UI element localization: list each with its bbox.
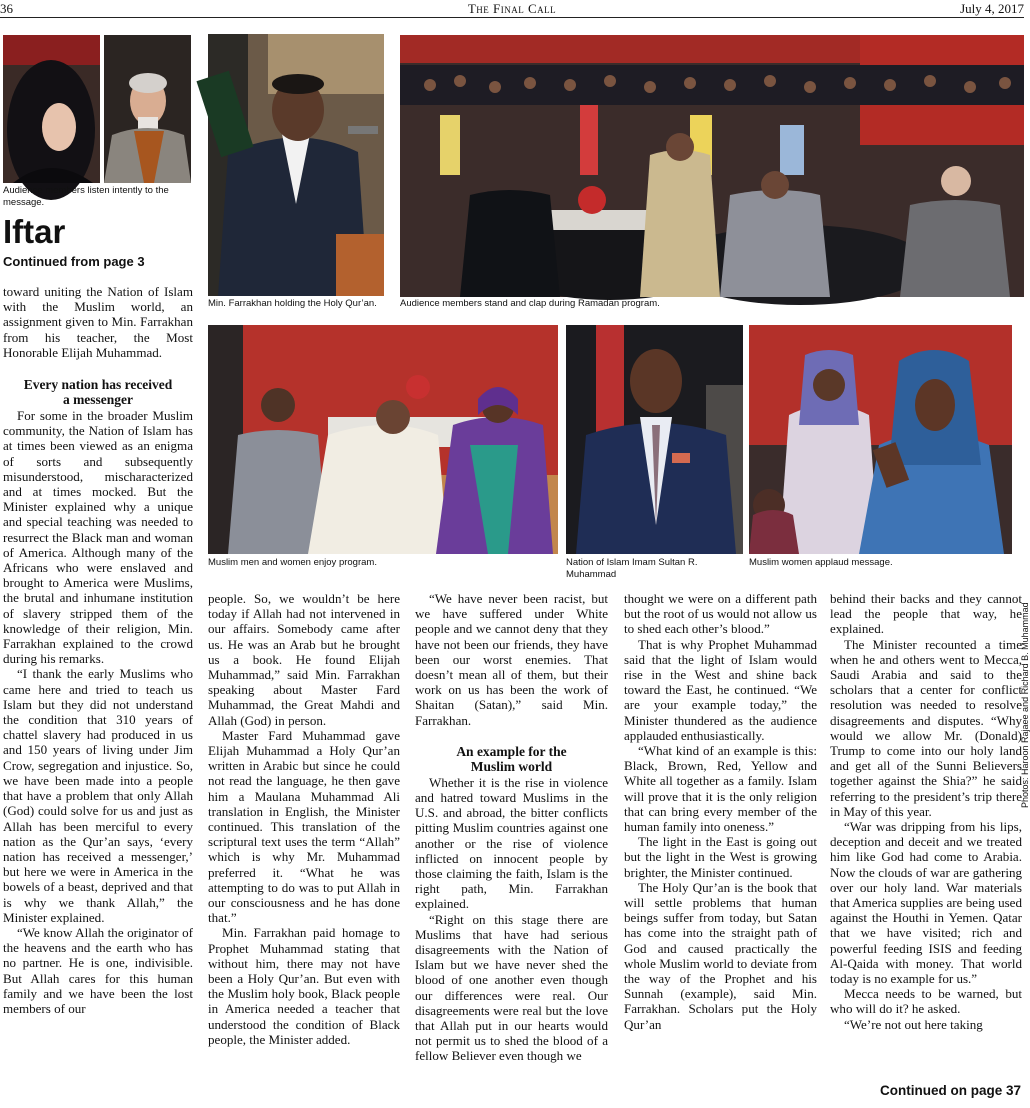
article-title: Iftar (3, 213, 66, 250)
paragraph: people. So, we wouldn’t be here today if Allah had not intervened in our affairs. Somebody came after us. He was an Arab but he brought us a book. He found Elijah Muhammad,” said Min. Farrakhan speaking about Master Fard Muhammad, the Great Mahdi and Allah (God) in person. (208, 591, 400, 728)
paragraph: The Holy Qur’an is the book that will settle problems that human beings suffer from today, but Satan has come into the straight path of God and caused practically the whole Muslim world to deviate from the way of the Prophet and his Sunnah (example), said Min. Farrakhan. Scholars put the Holy Qur’an (624, 879, 817, 1032)
paragraph: Mecca needs to be warned, but who will do it? he asked. (830, 986, 1022, 1017)
paragraph: Min. Farrakhan paid homage to Prophet Muhammad stating that without him, there may not have been a Holy Qur’an. But even with the Muslim holy book, Black people in America needed a teacher that understood the condition of Black people, the Minister added. (208, 925, 400, 1047)
paragraph: “Right on this stage there are Muslims that have had serious disagreements with the Nation of Islam but we have never shed the blood of one another even though our differences were real. Our disagreements were real but the love that Allah put in our hearts would not permit us to shed the blood of a fellow Believer even though we (415, 911, 608, 1064)
article-column-5 (830, 591, 1022, 1083)
subheading: Every nation has received a messenger (23, 377, 173, 408)
issue-date: July 4, 2017 (960, 1, 1024, 16)
paragraph: The Minister recounted a time when he and others went to Mecca, Saudi Arabia and said to the scholars that a center for conflict resolution was needed to resolve disagreements and disputes. “Why would we allow Mr. (Donald) Trump to come into our holy land and get all of the Sunni Believers together against the Shia?” he said referring to the president’s trip there in May of this year. (830, 636, 1022, 819)
article-column-3 (415, 591, 608, 1104)
paragraph: behind their backs and they cannot lead the people that way, he explained. (830, 591, 1022, 637)
continued-on: Continued on page 37 (876, 1083, 1021, 1098)
photo-caption: Muslim women applaud message. (749, 557, 893, 568)
paragraph: The light in the East is going out but the light in the West is growing brighter, the Minister continued. (624, 834, 817, 880)
photo-caption: Audience members listen intently to the message. (3, 185, 169, 208)
photo-audience-man (104, 35, 191, 183)
paragraph: toward uniting the Nation of Islam with the Muslim world, an assignment given to Min. Farrakhan from his teacher, the Most Honorable Elijah Muhammad. (3, 284, 193, 360)
article-column-4 (624, 591, 817, 1104)
photo-imam (566, 325, 743, 554)
photo-crowd (400, 35, 1024, 297)
article-column-1 (3, 284, 193, 1104)
photo-caption: Audience members stand and clap during Ramadan program. (400, 298, 660, 309)
photo-women-applaud (749, 325, 1012, 554)
paragraph: “I thank the early Muslims who came here and tried to teach us Islam but they did not understand the condition that 310 years of chattel slavery had produced in us and 150 years of living under Jim Crow, segregation and injustice. So, we have been made into a people that have a problem that only Allah (God) could solve for us and just as Allah has been merciful to every nation as the Qur’an says, ‘every nation has received a messenger,’ but here we were in America in the bowels of a beast, deprived and that is why we thank Allah,” the Minister explained. (3, 666, 193, 925)
photo-seated-audience (208, 325, 558, 554)
paragraph: Master Fard Muhammad gave Elijah Muhammad a Holy Qur’an written in Arabic but since he could not read the language, he then gave him a Maulana Muhammad Ali translation in English, the Minister continued. This translation of the scriptural text uses the term “Allah” which is why Mr. Muhammad preferred it. “What he was attempting to do was to put Allah in our consciousness and he has done that.” (208, 727, 400, 926)
photo-credit: Photos: Haroon Rajaee and Richard B. Muhammad (1020, 602, 1030, 808)
paragraph: “We know Allah the originator of the heavens and the earth who has no partner. He is one, indivisible. But Allah cares for this human family and we have been the lost members of our (3, 924, 193, 1016)
continued-from: Continued from page 3 (3, 254, 145, 269)
paragraph: “We’re not out here taking (844, 1016, 983, 1032)
paragraph: thought we were on a different path but the root of us would not allow us to shed each other’s blood.” (624, 591, 817, 637)
page-number: 36 (0, 1, 13, 16)
paragraph: “War was dripping from his lips, deception and deceit and we treated him like God had come to Arabia. Now the clouds of war are gathering over our holy land. War materials that America supplies are being used against the Houthi in Yemen. Qatar that we have visited; rich and powerful feeding ISIS and feeding Al-Qaida with money. That world today is no example for us.” (830, 819, 1022, 987)
publication-name: The Final Call (467, 1, 557, 16)
page-header (0, 0, 1024, 18)
photo-caption: Nation of Islam Imam Sultan R. Muhammad (566, 557, 698, 580)
photo-caption: Min. Farrakhan holding the Holy Qur’an. (208, 298, 377, 309)
paragraph: “We have never been racist, but we have suffered under White people and we cannot deny that they have not been our friends, they have been our worst enemies. That doesn’t mean all of them, but their work on us has been the work of Shaitan (Satan),” said Min. Farrakhan. (415, 591, 608, 728)
paragraph: Whether it is the rise in violence and hatred toward Muslims in the U.S. and abroad, the bitter conflicts pitting Muslim countries against one another or the rise of violence inflicted on innocent people by those claiming the faith, Islam is the right path, Min. Farrakhan explained. (415, 774, 608, 912)
subheading: An example for the Muslim world (456, 743, 567, 774)
paragraph: For some in the broader Muslim community, the Nation of Islam has at times been viewed as an enigma of sorts and subsequently misunderstood, mischaracterized and at times mocked. But the Minister explained why a unique and special teaching was needed to resurrect the Black man and woman of America. Although many of the Africans who were enslaved and brought to America were Muslims, the brutal and inhumane institution of slavery stripped them of the knowledge of their religion, Min. Farrakhan explained to the crowd during his remarks. (3, 408, 193, 667)
paragraph: “What kind of an example is this: Black, Brown, Red, Yellow and White all together as a family. Islam will prove that it is the only religion that can bring every member of the human family into oneness.” (624, 743, 817, 835)
photo-caption: Muslim men and women enjoy program. (208, 557, 377, 568)
photo-speaker (208, 34, 384, 296)
photo-audience-woman (3, 35, 100, 183)
article-column-2 (208, 591, 400, 1104)
paragraph: That is why Prophet Muhammad said that the light of Islam would rise in the West and shine back toward the East, he continued. “We are your example today,” the Minister thundered as the audience applauded enthusiastically. (624, 636, 817, 743)
